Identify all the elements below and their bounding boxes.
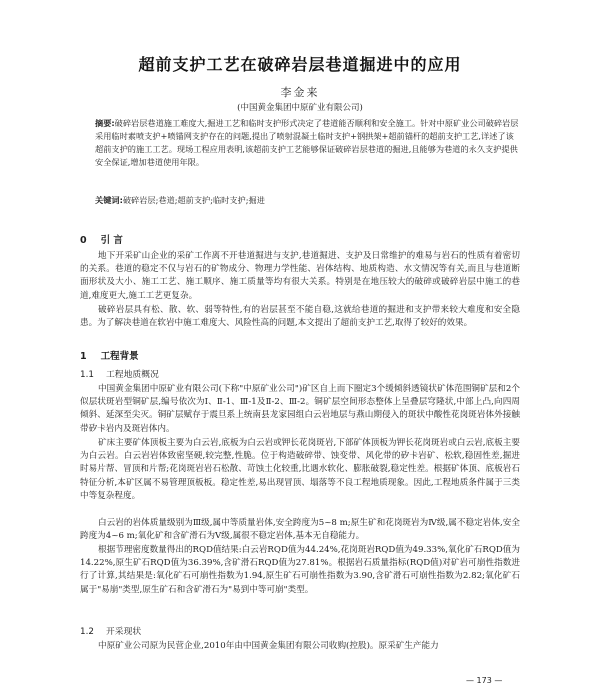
- author-name: 李金来: [280, 86, 320, 99]
- subsection-title: 开采现状: [106, 627, 142, 637]
- keywords-label: 关键词:: [95, 195, 123, 205]
- paragraph-status-1: 中原矿业公司原为民营企业,2010年由中国黄金集团有限公司收购(控股)。原采矿生产能力: [98, 641, 439, 651]
- section-heading-background: [80, 348, 153, 362]
- subsection-heading-geology: [80, 367, 171, 380]
- subsection-heading-status: [80, 624, 153, 637]
- section-heading-intro: [80, 232, 137, 246]
- subsection-number: 1.1: [80, 370, 94, 380]
- section-title: 引 言: [100, 235, 123, 246]
- abstract-text: 破碎岩层巷道施工难度大,掘进工艺和临时支护形式决定了巷道能否顺利和安全施工。针对中原矿业公司破碎岩层采用临时素喷支护+喷锚网支护存在的问题,提出了喷射混凝土临时支护+钢拱架+超前锚杆的超前支护工艺,详述了该超前支护的施工工艺。现场工程应用表明,该超前支护工艺能够保证破碎岩层巷道的掘进,且能够为巷道的永久支护提供安全保证,增加巷道使用年限。: [95, 118, 519, 167]
- keywords-text: 破碎岩层;巷道;超前支护;临时支护;掘进: [122, 195, 265, 205]
- abstract: [95, 117, 520, 169]
- section-number: 0: [80, 235, 87, 246]
- subsection-title: 工程地质概况: [106, 370, 159, 380]
- paragraph-intro-2: 破碎岩层具有松、散、软、弱等特性,有的岩层甚至不能自稳,这就给巷道的掘进和支护带来较大难度和安全隐患。为了解决巷道在软岩中施工难度大、风险性高的问题,本文提出了超前支护工艺,取得了较好的效果。: [80, 305, 520, 329]
- paragraph-geology-4: 根据节理密度数量得出的RQD值结果:白云岩RQD值为44.24%,花岗斑岩RQD值为49.33%,氧化矿石RQD值为14.22%,原生矿石RQD值为36.39%,含矿滑石RQD值为27.81%。根据岩石质量指标(RQD值)对矿岩可崩性指数进行了计算,其结果是:氧化矿石可崩性指数为1.94,原生矿石可崩性指数为3.90,含矿滑石可崩性指数为2.82;氧化矿石属于"易崩"类型,原生矿石和含矿滑石为"易到中等可崩"类型。: [80, 545, 520, 595]
- author-affiliation: (中国黄金集团中原矿业有限公司): [237, 103, 363, 113]
- paragraph-geology-1: 中国黄金集团中原矿业有限公司(下称"中原矿业公司")矿区自上而下圈定3个缓倾斜透镜状矿体范围铜矿层和2个似层状斑岩型铜矿层,编号依次为Ⅰ、Ⅱ-1、Ⅲ-1及Ⅱ-2、Ⅲ-2。铜矿层空间形态整体上呈叠层穹隆状,中部上凸,向四周倾斜、延深至尖灭。铜矿层赋存于震旦系上统南县龙家园组白云岩地层与燕山期侵入的斑状中酸性花岗斑岩体外接触带矽卡岩内及斑岩体内。: [80, 384, 520, 434]
- abstract-label: 摘要:: [95, 118, 115, 128]
- subsection-number: 1.2: [80, 627, 94, 637]
- page-number: — 173 —: [466, 676, 503, 685]
- section-title: 工程背景: [100, 351, 139, 362]
- paper-title: 超前支护工艺在破碎岩层巷道掘进中的应用: [138, 55, 462, 74]
- paragraph-geology-2: 矿床主要矿体顶板主要为白云岩,底板为白云岩或钾长花岗斑岩,下部矿体顶板为钾长花岗斑岩或白云岩,底板主要为白云岩。白云岩岩体致密坚硬,较完整,性脆。位于构造破碎带、蚀变带、风化带的矽卡岩矿、松软,稳固性差,掘进时易片帮、冒顶和片帮;花岗斑岩岩石松散、苛蚀土化较重,比遇水软化、膨胀破裂,稳定性差。根据矿体顶、底板岩石特征分析,本矿区属不易管理顶板板。稳定性差,易出现冒顶、塌落等不良工程地质现象。因此,工程地质条件属于三类中等复杂程度。: [80, 438, 520, 501]
- paragraph-geology-3: 白云岩的岩体质量级别为Ⅲ级,属中等质量岩体,安全跨度为5~8 m;原生矿和花岗斑岩为Ⅳ级,属不稳定岩体,安全跨度为4~6 m;氧化矿和含矿滑石为Ⅴ级,属很不稳定岩体,基本无自稳能力。: [80, 518, 520, 542]
- paragraph-intro-1: 地下开采矿山企业的采矿工作离不开巷道掘进与支护,巷道掘进、支护及日常维护的难易与岩石的性质有着密切的关系。巷道的稳定不仅与岩石的矿物成分、物理力学性能、岩体结构、地质构造、水文情况等有关,而且与巷道断面形状及大小、施工工艺、施工顺序、施工质量等均有很大关系。特别是在地压较大的破碎或破碎岩层中施工的巷道,难度更大,施工工艺更复杂。: [80, 251, 520, 301]
- section-number: 1: [80, 351, 87, 362]
- keywords: [95, 194, 520, 207]
